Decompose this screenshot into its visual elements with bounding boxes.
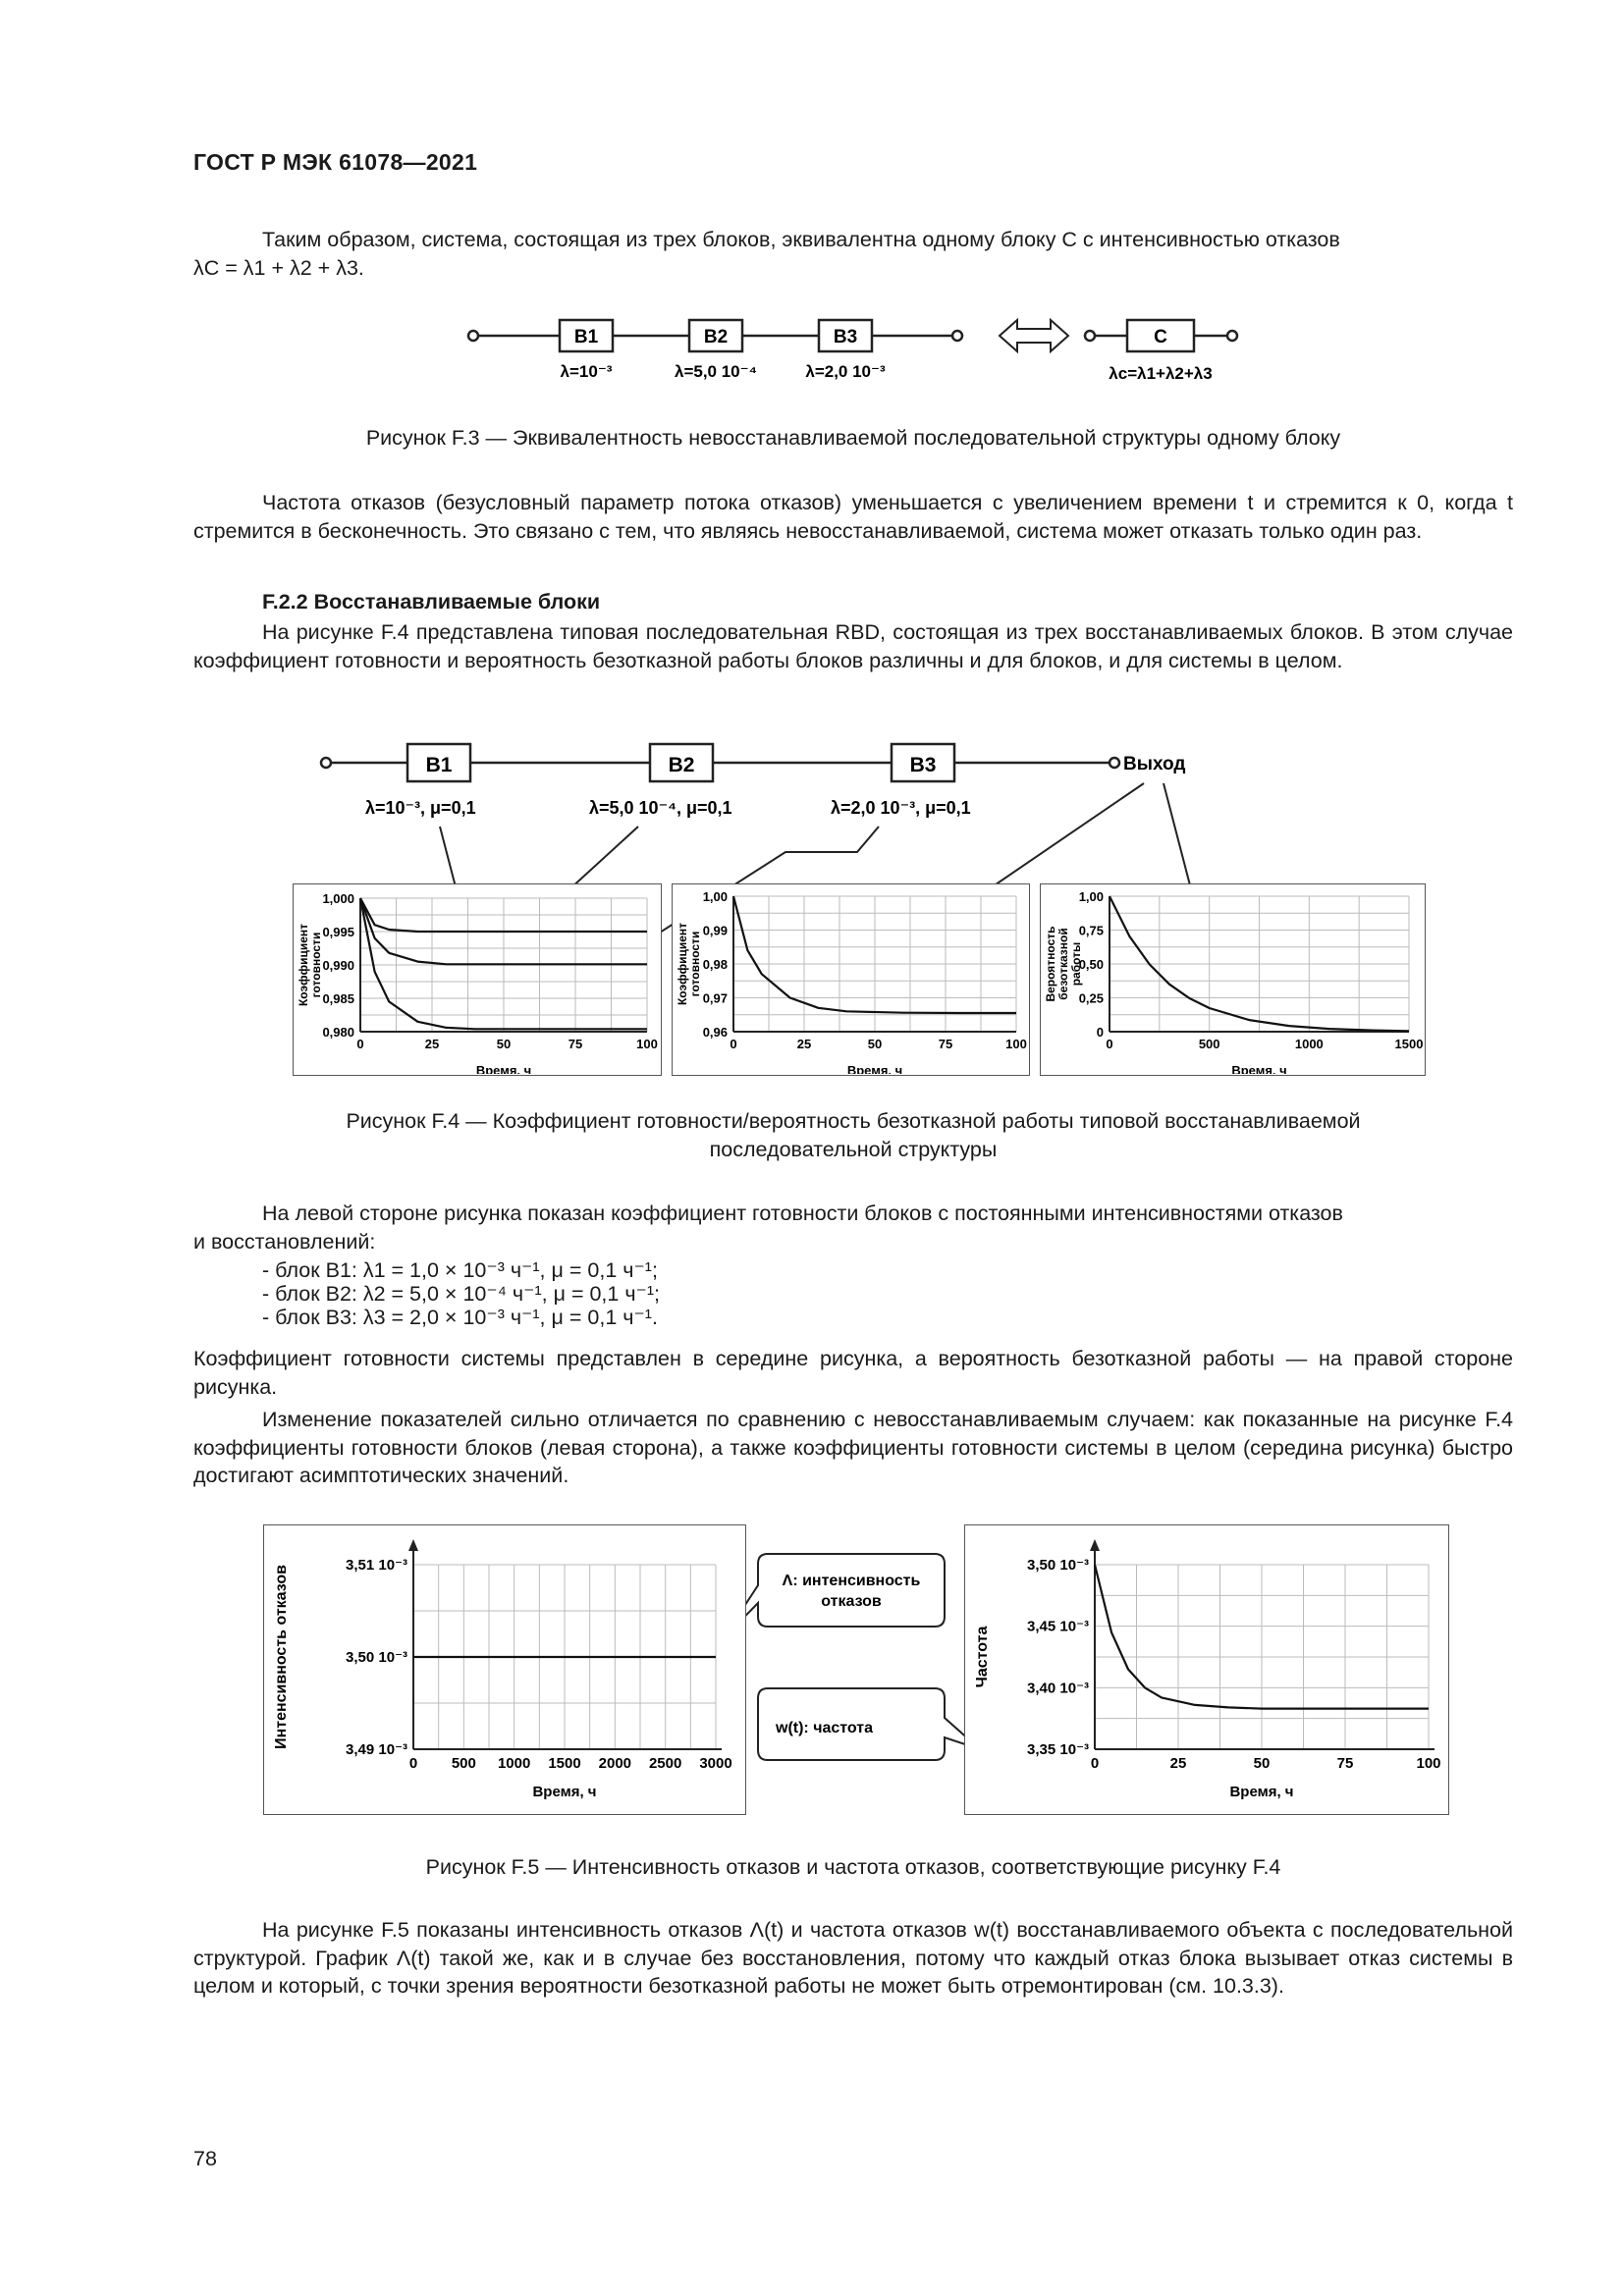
x-tick-label: 100 <box>1005 1037 1027 1051</box>
chart-failure-frequency <box>965 1525 1447 1813</box>
x-axis-label: Время, ч <box>846 1063 903 1074</box>
x-tick-label: 0 <box>408 1755 418 1772</box>
y-tick-label: 0,990 <box>322 958 354 973</box>
x-tick-label: 3000 <box>699 1755 732 1772</box>
fig3-lambda-b1: λ=10⁻³ <box>560 362 613 381</box>
page-number: 78 <box>193 2147 217 2170</box>
x-tick-label: 1500 <box>548 1755 581 1772</box>
x-axis-label: Время, ч <box>475 1063 532 1074</box>
x-axis-label: Время, ч <box>1229 1784 1294 1800</box>
fig3-block-b3: B3 <box>833 327 858 347</box>
formula-lambda-c: λC = λ1 + λ2 + λ3. <box>193 255 364 280</box>
fig4-chart-frame-middle <box>672 883 1030 1076</box>
y-tick-label: 3,50 10⁻³ <box>346 1649 407 1666</box>
x-tick-label: 75 <box>568 1037 583 1051</box>
x-tick-label: 75 <box>938 1037 953 1051</box>
y-axis-label: Коэффициент <box>297 923 310 1007</box>
x-tick-label: 2000 <box>598 1755 632 1772</box>
fig3-block-c: C <box>1154 327 1167 347</box>
list-item: - блок B2: λ2 = 5,0 × 10⁻⁴ ч⁻¹, μ = 0,1 ч⁻¹; <box>262 1282 661 1306</box>
fig3-block-b2: B2 <box>703 327 729 347</box>
fig4-output-label: Выход <box>1123 754 1186 774</box>
paragraph-7-text: На рисунке F.5 показаны интенсивность отказов Λ(t) и частота отказов w(t) восстанавливаемого объекта с последовательной структурой. График Λ(t) такой же, как и в случае без восстановления, потому что каждый отказ блока вызывает отказ системы в целом и который, с точки зрения вероятности безотказной работы не может быть отремонтирован (см. 10.3.3). <box>193 1918 1513 1999</box>
x-tick-label: 500 <box>451 1755 476 1772</box>
x-tick-label: 50 <box>496 1037 512 1051</box>
paragraph-4-line2: и восстановлений: <box>193 1229 376 1254</box>
fig5-chart-frame-left <box>263 1524 746 1815</box>
fig5-chart-frame-right <box>964 1524 1449 1815</box>
x-tick-label: 0 <box>356 1037 364 1051</box>
paragraph-2 <box>193 489 1513 545</box>
x-tick-label: 0 <box>1106 1037 1113 1051</box>
section-title: F.2.2 Восстанавливаемые блоки <box>262 590 601 614</box>
fig4-chart-frame-right <box>1040 883 1426 1076</box>
figure-f4-caption-line2: последовательной структуры <box>709 1137 998 1161</box>
paragraph-3 <box>193 618 1513 674</box>
callout-frequency: w(t): частота <box>776 1720 874 1736</box>
y-axis-arrow-icon <box>408 1539 418 1551</box>
paragraph-2-text: Частота отказов (безусловный параметр потока отказов) уменьшается с увеличением времени t и стремится к 0, когда t стремится в бесконечность. Это связано с тем, что являясь невосстанавливаемой, система может отказать только один раз. <box>193 491 1513 543</box>
y-tick-label: 0,995 <box>322 925 354 939</box>
y-tick-label: 3,50 10⁻³ <box>1027 1557 1089 1574</box>
paragraph-7 <box>193 1916 1513 2001</box>
y-tick-label: 0,96 <box>702 1025 728 1040</box>
chart-availability-blocks <box>294 884 660 1074</box>
paragraph-1 <box>193 226 1513 282</box>
figure-f3-caption: Рисунок F.3 — Эквивалентность невосстанавливаемой последовательной структуры одному блоку <box>365 426 1341 450</box>
x-tick-label: 75 <box>1336 1755 1354 1772</box>
y-axis-label: работы <box>1069 941 1083 987</box>
paragraph-4 <box>193 1200 1513 1255</box>
x-tick-label: 25 <box>796 1037 812 1051</box>
list-item: - блок B1: λ1 = 1,0 × 10⁻³ ч⁻¹, μ = 0,1 ч⁻¹; <box>262 1258 658 1282</box>
fig4-block-b2: B2 <box>668 754 695 776</box>
y-axis-label: готовности <box>688 931 702 997</box>
x-tick-label: 50 <box>867 1037 883 1051</box>
document-header: ГОСТ Р МЭК 61078—2021 <box>193 149 478 175</box>
paragraph-5-text: Коэффициент готовности системы представлен в середине рисунка, а вероятность безотказной работы — на правой стороне рисунка. <box>193 1347 1513 1399</box>
y-tick-label: 1,00 <box>702 889 728 904</box>
paragraph-3-text: На рисунке F.4 представлена типовая последовательная RBD, состоящая из трех восстанавливаемых блоков. В этом случае коэффициент готовности и вероятность безотказной работы блоков различны и для блоков, и для системы в целом. <box>193 620 1513 672</box>
figure-f4-caption-line1: Рисунок F.4 — Коэффициент готовности/вероятность безотказной работы типовой восстанавливаемой <box>346 1109 1361 1133</box>
fig4-params-b3: λ=2,0 10⁻³, μ=0,1 <box>831 798 971 818</box>
y-tick-label: 0,98 <box>702 957 728 972</box>
chart-availability-system <box>673 884 1028 1074</box>
paragraph-6-text: Изменение показателей сильно отличается по сравнению с невосстанавливаемым случаем: как показанные на рисунке F.4 коэффициенты готовности блоков (левая сторона), а также коэффициенты готовности системы в целом (середина рисунка) быстро достигают асимптотических значений. <box>193 1408 1513 1488</box>
x-tick-label: 2500 <box>648 1755 682 1772</box>
paragraph-5 <box>193 1345 1513 1401</box>
fig3-lambda-b3: λ=2,0 10⁻³ <box>805 362 886 381</box>
fig3-block-b1: B1 <box>573 327 599 347</box>
y-tick-label: 3,51 10⁻³ <box>346 1557 407 1574</box>
x-axis-label: Время, ч <box>1231 1063 1287 1074</box>
chart-failure-intensity <box>264 1525 744 1813</box>
y-tick-label: 3,45 10⁻³ <box>1027 1618 1089 1635</box>
y-tick-label: 0,980 <box>322 1025 354 1040</box>
x-tick-label: 100 <box>636 1037 658 1051</box>
y-tick-label: 0,75 <box>1078 923 1104 938</box>
x-tick-label: 25 <box>1169 1755 1187 1772</box>
x-tick-label: 25 <box>424 1037 440 1051</box>
x-axis-label: Время, ч <box>532 1784 597 1800</box>
y-axis-label: безотказной <box>1056 928 1070 1000</box>
y-axis-label: готовности <box>309 932 323 998</box>
x-tick-label: 0 <box>1090 1755 1100 1772</box>
x-tick-label: 1000 <box>1294 1037 1324 1051</box>
paragraph-4-line1: На левой стороне рисунка показан коэффициент готовности блоков с постоянными интенсивностями отказов <box>262 1201 1343 1225</box>
fig4-block-b3: B3 <box>909 754 937 776</box>
paragraph-1-line1: Таким образом, система, состоящая из трех блоков, эквивалентна одному блоку С с интенсивностью отказов <box>262 228 1340 251</box>
paragraph-6 <box>193 1406 1513 1490</box>
y-tick-label: 1,00 <box>1078 889 1104 904</box>
fig4-params-b1: λ=10⁻³, μ=0,1 <box>365 798 476 818</box>
block-parameter-list <box>262 1258 660 1329</box>
y-tick-label: 0,99 <box>702 923 728 938</box>
figure-f4-caption <box>193 1107 1513 1163</box>
y-tick-label: 0,50 <box>1078 957 1104 972</box>
chart-reliability-system <box>1041 884 1424 1074</box>
y-axis-label: Частота <box>974 1626 991 1688</box>
fig3-lambda-c: λc=λ1+λ2+λ3 <box>1109 364 1213 383</box>
figure-f5-caption: Рисунок F.5 — Интенсивность отказов и частота отказов, соответствующие рисунку F.4 <box>425 1855 1281 1879</box>
x-tick-label: 1000 <box>497 1755 531 1772</box>
y-axis-label: Интенсивность отказов <box>273 1565 290 1749</box>
fig4-block-b1: B1 <box>425 754 453 776</box>
fig3-lambda-b2: λ=5,0 10⁻⁴ <box>674 362 758 381</box>
y-axis-label: Коэффициент <box>676 922 689 1006</box>
y-tick-label: 1,000 <box>322 891 354 906</box>
fig4-params-b2: λ=5,0 10⁻⁴, μ=0,1 <box>589 798 732 818</box>
callout-intensity-line1: Λ: интенсивность <box>782 1573 921 1589</box>
x-tick-label: 500 <box>1198 1037 1220 1051</box>
y-axis-arrow-icon <box>1090 1539 1100 1551</box>
y-tick-label: 3,40 10⁻³ <box>1027 1680 1089 1697</box>
callout-intensity-line2: отказов <box>821 1593 882 1610</box>
y-tick-label: 0,25 <box>1078 990 1104 1006</box>
fig4-chart-frame-left <box>293 883 662 1076</box>
x-tick-label: 0 <box>730 1037 737 1051</box>
figure-f3-diagram <box>461 312 1267 391</box>
y-tick-label: 3,49 10⁻³ <box>346 1741 407 1758</box>
x-tick-label: 50 <box>1253 1755 1271 1772</box>
y-tick-label: 0,97 <box>702 990 728 1006</box>
fig5-callouts <box>746 1546 972 1782</box>
y-tick-label: 3,35 10⁻³ <box>1027 1741 1089 1758</box>
y-tick-label: 0 <box>1096 1025 1104 1040</box>
list-item: - блок B3: λ3 = 2,0 × 10⁻³ ч⁻¹, μ = 0,1 ч⁻¹. <box>262 1306 658 1329</box>
x-tick-label: 1500 <box>1394 1037 1424 1051</box>
y-tick-label: 0,985 <box>322 991 354 1006</box>
x-tick-label: 100 <box>1416 1755 1441 1772</box>
y-axis-label: Вероятность <box>1044 926 1057 1002</box>
